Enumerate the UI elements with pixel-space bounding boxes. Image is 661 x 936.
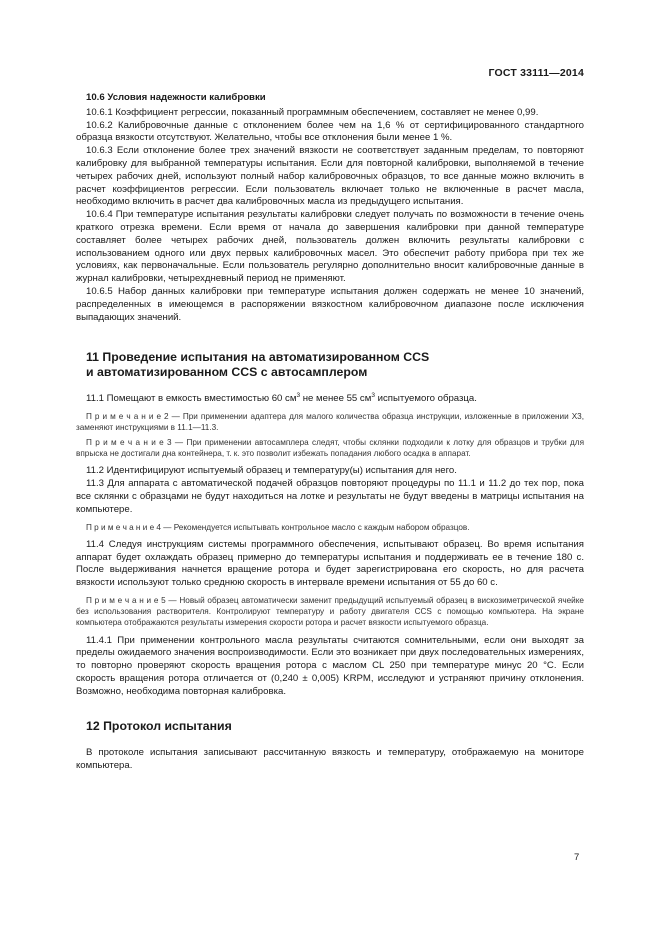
note-2-text: — При применении адаптера для малого количества образца инструкции, изложенные в приложении Х3, заменяют инструкциями в 11.1—11.3. (76, 411, 585, 432)
clause-11-4: 11.4 Следуя инструкциям системы программного обеспечения, испытывают образец. Во время испытания аппарат будет охлаждать образец примерно до температуры испытания и поддерживать ее в течение 180 с. После выдерживания начнется вращение ротора и будет зарегистрирована его скорость, но для расчета вязкости используют только среднюю скорость в интервале времени испытания от 55 до 60 с. (76, 538, 584, 589)
clause-10-6-1: 10.6.1 Коэффициент регрессии, показанный программным обеспечением, составляет не менее 0,99. (86, 106, 539, 118)
superscript-3: 3 (296, 391, 301, 399)
clause-11-1 (76, 390, 584, 406)
clause-11-4-1: 11.4.1 При применении контрольного масла результаты считаются сомнительными, если они выходят за пределы ожидаемого значения воспроизводимости. Если это возникает при двух последовательных измерениях, то повторно проверяют скорость вращения ротора с маслом CL 250 при температуре минус 20 °С. Если скорость вращения ротора отличается от (0,240 ± 0,005) KRPM, исследуют и устраняют причину отклонения. Возможно, необходима повторная калибровка. (76, 634, 584, 697)
note-5-label: П р и м е ч а н и е 5 (86, 595, 166, 605)
note-4-label: П р и м е ч а н и е 4 (86, 522, 161, 532)
superscript-3: 3 (371, 391, 375, 399)
note-2-label: П р и м е ч а н и е 2 (86, 411, 169, 421)
note-3 (76, 437, 584, 459)
note-5 (76, 595, 584, 629)
note-3-label: П р и м е ч а н и е 3 (86, 437, 172, 447)
clause-11-2: 11.2 Идентифицируют испытуемый образец и температуру(ы) испытания для него. (86, 465, 457, 477)
page-number: 7 (574, 852, 580, 863)
clause-10-6-3: 10.6.3 Если отклонение более трех значений вязкости не соответствует заданным пределам, то повторяют калибровку для выбранной температуры испытания. Если для повторной калибровки, выполняемой в течение четырех рабочих дней, используют полный набор калибровочных образцов, то все данные можно включить в расчет коэффициентов регрессии. Если пользователь включает только не включенные в расчет масла, необходимо включить в расчет два калибровочных масла из предыдущего испытания. (76, 145, 584, 208)
clause-10-6-4: 10.6.4 При температуре испытания результаты калибровки следует получать по возможности в течение очень краткого отрезка времени. Если время от начала до завершения калибровки при данной температуре составляет более четырех рабочих дней, пользователь должен включить результаты калибровки с использованием одного или двух первых калибровочных масел. Это обеспечит работу прибора при тех же условиях, как первоначальные. Если пользователь регулярно дополнительно вносит калибровочные данные в журнал калибровки, четырехдневный период не применяют. (76, 209, 584, 285)
running-header: ГОСТ 33111—2014 (488, 67, 584, 79)
note-4 (76, 522, 584, 533)
clause-10-6-2: 10.6.2 Калибровочные данные с отклонением более чем на 1,6 % от сертифицированного стандартного образца вязкости отсутствуют. Желательно, чтобы все отклонения были менее 1 %. (76, 119, 584, 144)
note-3-text: — При применении автосамплера следят, чтобы склянки подходили к лотку для образцов и трубки для впрыска не достигали дна контейнера, т. к. это позволит избежать попадания любого осадка в аппарат. (76, 437, 584, 459)
section-11-heading-line-2: и автоматизированном CCS с автосамплером (86, 364, 368, 379)
clause-10-6-5: 10.6.5 Набор данных калибровки при температуре испытания должен содержать не менее 10 значений, распределенных в имеющемся в распоряжении вязкостном калибровочном диапазоне после исключения выпадающих значений. (76, 285, 584, 323)
clause-11-1-text-b: не менее 55 см (300, 392, 372, 404)
page-content (76, 92, 584, 773)
note-5-text: — Новый образец автоматически заменит предыдущий испытуемый образец в вискозиметрической ячейке без использования растворителя. Контролируют температуру и работу двигателя CCS с помощью компьютера. На экране компьютера отображаются результаты измерения скорости ротора и расчет вязкости испытуемого образца. (76, 595, 584, 628)
note-4-text: — Рекомендуется испытывать контрольное масло с каждым набором образцов. (160, 522, 470, 532)
clause-12-text: В протоколе испытания записывают рассчитанную вязкость и температуру, отображаемую на мониторе компьютера. (76, 747, 584, 771)
section-10-6-heading: 10.6 Условия надежности калибровки (86, 92, 266, 103)
clause-11-3: 11.3 Для аппарата с автоматической подачей образцов повторяют процедуры по 11.1 и 11.2 до тех пор, пока все склянки с образцами не будут находиться на лотке и результаты не будут введены в матрицы испытания на компьютере. (76, 478, 584, 515)
note-2 (76, 411, 584, 433)
clause-11-1-text-c: испытуемого образца. (374, 392, 477, 404)
section-11-heading-line-1: 11 Проведение испытания на автоматизированном CCS (86, 350, 430, 365)
clause-11-1-text-a: 11.1 Помещают в емкость вместимостью 60 см (86, 392, 297, 404)
section-12-heading: 12 Протокол испытания (86, 718, 232, 733)
